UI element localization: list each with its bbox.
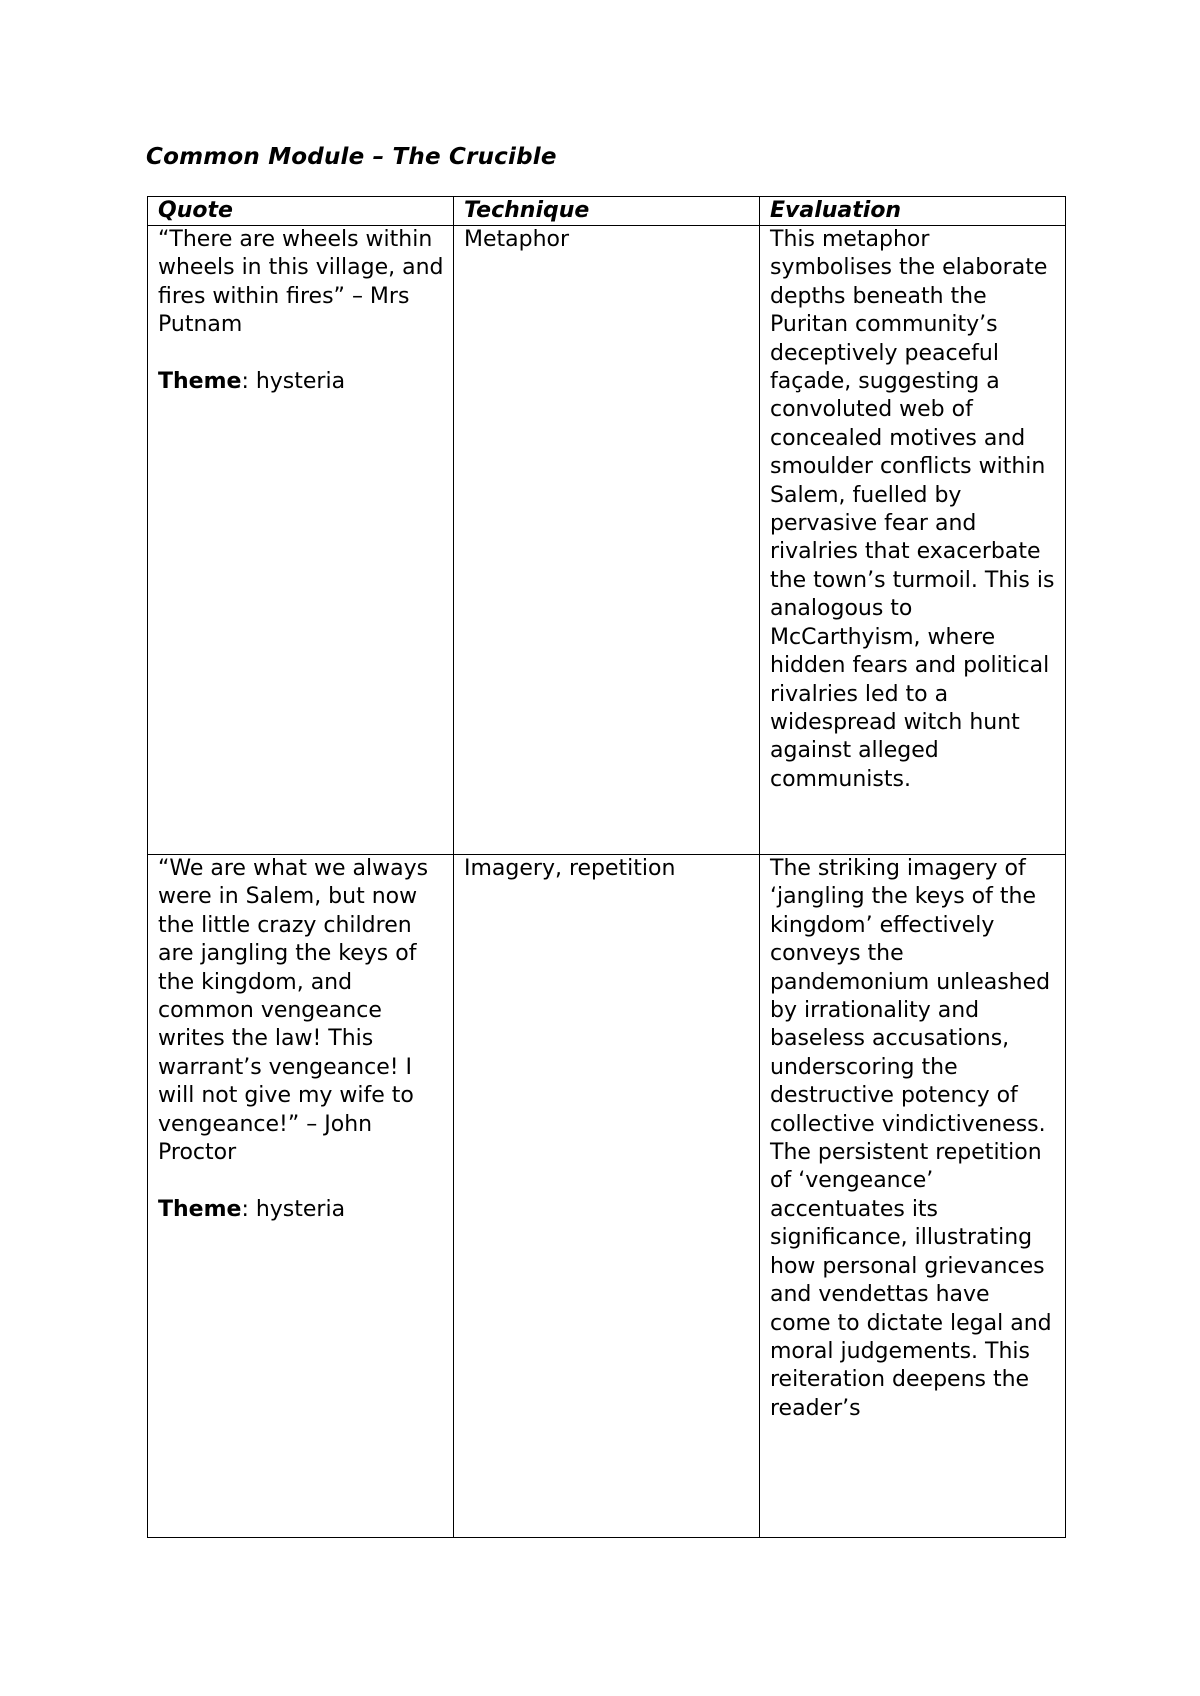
quote-text: “There are wheels within wheels in this village, and fires within fires” – Mrs Putnam [158,227,444,338]
theme-label: Theme [158,1196,242,1222]
spacer [158,340,445,368]
header-quote: Quote [148,197,454,226]
evaluation-cell: The striking imagery of ‘jangling the keys of the kingdom’ effectively conveys the pandemonium unleashed by irrationality and baseless accusations, underscoring the destructive potency of collective vindictiveness. The persistent repetition of ‘vengeance’ accentuates its significance, illustrating how personal grievances and vendettas have come to dictate legal and moral judgements. This reiteration deepens the reader’s [760,855,1066,1538]
theme-label: Theme [158,369,242,395]
table-row [148,855,1066,1538]
quote-text: “We are what we always were in Salem, but now the little crazy children are jangling the keys of the kingdom, and common vengeance writes the law! This warrant’s vengeance! I will not give my wife to vengeance!” – John Proctor [158,856,429,1166]
theme-value: : hysteria [241,1196,346,1222]
table-row [148,226,1066,855]
technique-cell: Metaphor [454,226,760,855]
spacer [158,1167,445,1195]
quote-cell [148,226,454,855]
theme-line [158,1196,445,1224]
theme-value: : hysteria [241,369,346,395]
header-evaluation: Evaluation [760,197,1066,226]
evaluation-cell: This metaphor symbolises the elaborate depths beneath the Puritan community’s deceptively peaceful façade, suggesting a convoluted web of concealed motives and smoulder conflicts within Salem, fuelled by pervasive fear and rivalries that exacerbate the town’s turmoil. This is analogous to McCarthyism, where hidden fears and political rivalries led to a widespread witch hunt against alleged communists. [760,226,1066,855]
table-header-row [148,197,1066,226]
analysis-table [147,196,1066,1538]
quote-cell [148,855,454,1538]
header-technique: Technique [454,197,760,226]
page-title: Common Module – The Crucible [146,144,557,170]
theme-line [158,368,445,396]
technique-cell: Imagery, repetition [454,855,760,1538]
